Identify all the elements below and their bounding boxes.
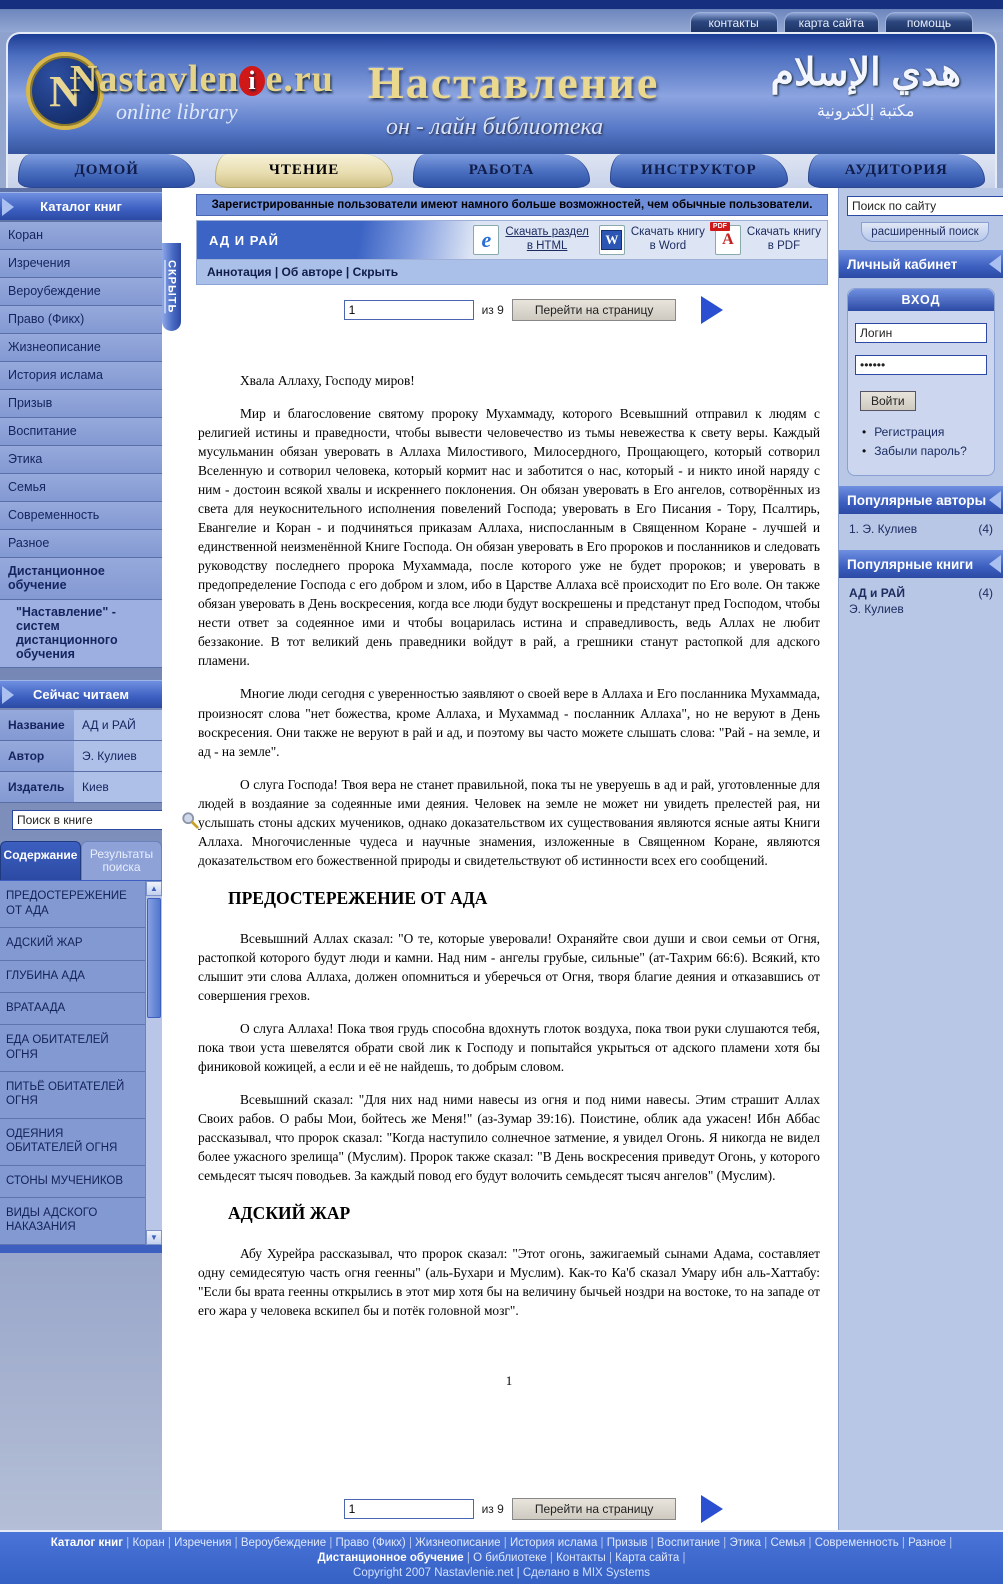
toc-item[interactable]: ВИДЫ АДСКОГО НАКАЗАНИЯ bbox=[0, 1198, 145, 1245]
footer bbox=[0, 1530, 1003, 1584]
popular-author-link[interactable]: 1. Э. Кулиев bbox=[849, 522, 918, 536]
password-input[interactable] bbox=[855, 355, 987, 375]
nav-tab-audience[interactable]: АУДИТОРИЯ bbox=[808, 154, 985, 188]
download-links bbox=[473, 225, 827, 255]
catalog-list bbox=[0, 222, 162, 558]
page-number-input[interactable] bbox=[344, 1499, 474, 1519]
toc-item[interactable]: ОДЕЯНИЯ ОБИТАТЕЛЕЙ ОГНЯ bbox=[0, 1119, 145, 1166]
site-search bbox=[839, 188, 1003, 222]
now-reading-row: Название АД и РАЙ bbox=[0, 710, 162, 741]
main-nav bbox=[6, 154, 997, 188]
footer-link[interactable]: Карта сайта | bbox=[615, 1552, 685, 1564]
nav-tab-instructor[interactable]: ИНСТРУКТОР bbox=[610, 154, 787, 188]
hide-strip bbox=[162, 188, 182, 1530]
intro-paragraphs bbox=[198, 371, 820, 870]
toc-item[interactable]: АДСКИЙ ЖАР bbox=[0, 928, 145, 960]
sidebar-item-category[interactable]: Изречения bbox=[0, 250, 162, 278]
pdf-icon: PDF A bbox=[715, 225, 741, 255]
logo-emblem-icon: N bbox=[26, 52, 104, 130]
corner-tabs bbox=[690, 12, 973, 32]
arrow-right-icon bbox=[2, 686, 14, 704]
footer-link[interactable]: Вероубеждение | bbox=[241, 1537, 336, 1549]
nav-tab-work[interactable]: РАБОТА bbox=[413, 154, 590, 188]
page-count-label: из 9 bbox=[481, 1502, 504, 1516]
meta-links bbox=[196, 260, 828, 285]
logo-name: Nastavlen i e.ru bbox=[70, 58, 334, 100]
pagination-top bbox=[182, 299, 838, 321]
now-reading-row: Издатель Киев bbox=[0, 772, 162, 803]
nav-tab-reading[interactable]: ЧТЕНИЕ bbox=[215, 154, 392, 188]
login-button[interactable]: Войти bbox=[860, 391, 916, 411]
scrollbar-track[interactable] bbox=[146, 896, 162, 1229]
scroll-down-icon[interactable]: ▼ bbox=[146, 1230, 162, 1245]
nav-tab-home[interactable]: ДОМОЙ bbox=[18, 154, 195, 188]
paragraph: Абу Хурейра рассказывал, что пророк сказал: "Этот огонь, зажигаемый сынами Адама, составляет одну семидесятую часть огня геенны" (аль-Бухари и Муслим). Как-то Ка'б сказал Умару ибн аль-Хаттабу: "Если бы врата геенны открылись в этот мир хотя бы на величину бычьей ноздри на востоке, то на западе от его жара у человека вскипел бы и потёк головной мозг". bbox=[198, 1245, 820, 1318]
meta-link[interactable]: Скрыть bbox=[352, 265, 399, 279]
site-search-input[interactable] bbox=[847, 196, 1003, 216]
tab-contents[interactable]: Содержание bbox=[0, 841, 81, 880]
toc-item[interactable]: СТОНЫ МУЧЕНИКОВ bbox=[0, 1166, 145, 1198]
toc-item[interactable]: ЕДА ОБИТАТЕЛЕЙ ОГНЯ bbox=[0, 1025, 145, 1072]
footer-link[interactable]: История ислама | bbox=[510, 1537, 607, 1549]
footer-link[interactable]: Современность | bbox=[815, 1537, 908, 1549]
site-title: Наставление bbox=[368, 57, 660, 108]
paragraph: Всевышний сказал: "Для них над ними навесы из огня и под ними навесы. Этим страшит Аллах Своих рабов. О рабы Мои, бойтесь же Меня!" (аз-Зумар 39:16). Поистине, облик ада ужасен! Ибн Аббас рассказывал, что пророк сказал: "Когда наступило солнечное затмение, я увидел Огонь. Я никогда не видел более ужасного зрелища" (Муслим). Пророк также сказал: "В День воскресения приведут Огонь, у которого семьдесят тысяч поводьев. За каждый повод его будут волочить семьдесят тысяч ангелов" (Муслим). bbox=[198, 1091, 820, 1183]
login-link[interactable]: • Забыли пароль? bbox=[862, 444, 994, 458]
sidebar-item-category[interactable]: Разное bbox=[0, 530, 162, 558]
printed-page-number: 1 bbox=[505, 1372, 513, 1388]
footer-link[interactable]: Этика | bbox=[729, 1537, 770, 1549]
sidebar-end-bar bbox=[0, 1245, 162, 1253]
cabinet-header: Личный кабинет bbox=[839, 250, 1003, 278]
arrow-left-icon bbox=[989, 491, 1001, 509]
popular-author-row bbox=[839, 514, 1003, 544]
toc-item[interactable]: ВРАТААДА bbox=[0, 993, 145, 1025]
toc-item[interactable]: ПРЕДОСТЕРЕЖЕНИЕ ОТ АДА bbox=[0, 881, 145, 928]
footer-link[interactable]: Разное | bbox=[908, 1537, 952, 1549]
arabic-calligraphy: هدي الإسلام مكتبة إلكترونية bbox=[770, 52, 961, 120]
go-to-page-button[interactable]: Перейти на страницу bbox=[512, 1498, 677, 1520]
left-sidebar bbox=[0, 188, 162, 1530]
word-icon: W bbox=[599, 225, 625, 255]
sidebar-item-category[interactable]: Воспитание bbox=[0, 418, 162, 446]
sidebar-item-category[interactable]: Жизнеописание bbox=[0, 334, 162, 362]
sidebar-item-distance-sub[interactable]: "Наставление" - систем дистанционного обучения bbox=[0, 600, 162, 668]
book-title-bar bbox=[196, 220, 828, 260]
hide-sidebar-button[interactable]: СКРЫТЬ bbox=[162, 243, 181, 331]
download-pdf-link[interactable]: PDF A Скачать книгу в PDF bbox=[715, 225, 821, 255]
scrollbar-thumb[interactable] bbox=[147, 898, 161, 1018]
popular-book-count: (4) bbox=[978, 586, 993, 600]
book-publisher-value: Киев bbox=[74, 772, 162, 802]
logo-tagline: online library bbox=[116, 99, 238, 124]
footer-link[interactable]: Жизнеописание | bbox=[415, 1537, 510, 1549]
download-word-link[interactable]: W Скачать книгу в Word bbox=[599, 225, 705, 255]
download-html-link[interactable]: e Скачать раздел в HTML bbox=[473, 225, 588, 255]
sidebar-item-category[interactable]: Этика bbox=[0, 446, 162, 474]
toc-scrollbar bbox=[145, 881, 162, 1244]
logo-i-dot-icon: i bbox=[239, 66, 265, 96]
book-search bbox=[0, 803, 162, 837]
now-reading-row: Автор Э. Кулиев bbox=[0, 741, 162, 772]
go-to-page-button[interactable]: Перейти на страницу bbox=[512, 299, 677, 321]
paragraph: О слуга Аллаха! Пока твоя грудь способна вдохнуть глоток воздуха, пока твои руки слушаются тебя, пока твои уста шевелятся обрати свой лик к Господу и попытайся укрыться от адского пламени хотя бы финиковой кожицей, а если и её не найдешь, то добрым словом. bbox=[198, 1020, 820, 1074]
login-box bbox=[847, 288, 995, 476]
footer-link[interactable]: Воспитание | bbox=[657, 1537, 730, 1549]
copyright: Copyright 2007 Nastavlenie.net | Сделано в MIX Systems bbox=[353, 1567, 650, 1579]
arrow-left-icon bbox=[989, 555, 1001, 573]
login-links bbox=[862, 425, 994, 458]
sidebar-item-distance-learning[interactable]: Дистанционное обучение bbox=[0, 558, 162, 600]
meta-link[interactable]: Аннотация | bbox=[207, 265, 282, 279]
footer-link[interactable]: Контакты | bbox=[556, 1552, 615, 1564]
footer-link[interactable]: Изречения | bbox=[174, 1537, 241, 1549]
search-icon[interactable] bbox=[181, 811, 199, 829]
right-sidebar bbox=[838, 188, 1003, 1530]
popular-author-count: (4) bbox=[978, 522, 993, 536]
login-input[interactable] bbox=[855, 323, 987, 343]
login-link[interactable]: • Регистрация bbox=[862, 425, 994, 439]
site-banner bbox=[6, 32, 997, 154]
book-title: АД И РАЙ bbox=[209, 232, 279, 248]
pagination-bottom bbox=[182, 1498, 838, 1520]
toc-item[interactable]: ПИТЬЁ ОБИТАТЕЛЕЙ ОГНЯ bbox=[0, 1072, 145, 1119]
arrow-left-icon bbox=[989, 255, 1001, 273]
paragraph: Мир и благословение святому пророку Мухаммаду, которого Всевышний отправил к людям с религией истины и праведности, чтобы вывести человечество из тьмы невежества к свету веры. Каждый мусульманин обязан уверовать в Аллаха Милостивого, Милосердного, Прощающего, который сотворил Вселенную и сотворил человека, который кормит нас и заботится о нас, который - и никто иной наряду с ним - достоин всякой хвалы и искреннего поклонения. Он обязан уверовать в Его ангелов, сотворённых из света для неукоснительного исполнения повелений Господа; уверовать в Его Писания - Тору, Псалтирь, Евангелие и Коран - и подчиняться приказам Аллаха, ниспосланным в Священном Коране - лучшей и единственной неизменённой Книге Господа. Он обязан уверовать в Его пророков и посланников и следовать руководству последнего пророка Мухаммада, после которого уже не будет пророков; и уверовать в предопределение Господа с его добром и злом, ибо в Царстве Аллаха всё происходит по Его воле. Он также обязан уверовать в День воскресения, когда все люди будут воскрешены и предстанут пред Господом, чтобы нести ответ за содеянное ими и чтобы воцарилась истина и справедливость, ведь Аллах не любит беззаконие. В тот великий день праведники войдут в рай, а грешники станут растопкой для адского пламени. bbox=[198, 406, 820, 669]
popular-book-row bbox=[839, 578, 1003, 624]
sidebar-item-category[interactable]: Семья bbox=[0, 474, 162, 502]
sidebar-item-category[interactable]: Призыв bbox=[0, 390, 162, 418]
sidebar-item-category[interactable]: Вероубеждение bbox=[0, 278, 162, 306]
footer-link[interactable]: Призыв | bbox=[607, 1537, 657, 1549]
main-content bbox=[182, 188, 838, 1530]
paragraph: Хвала Аллаху, Господу миров! bbox=[240, 373, 415, 388]
next-page-icon[interactable] bbox=[701, 1495, 723, 1523]
now-reading-header: Сейчас читаем bbox=[0, 680, 162, 708]
popular-authors-header: Популярные авторы bbox=[839, 486, 1003, 514]
page-number-input[interactable] bbox=[344, 300, 474, 320]
sidebar-item-category[interactable]: Право (Фикх) bbox=[0, 306, 162, 334]
arrow-right-icon bbox=[2, 198, 14, 216]
paragraph: Всевышний Аллах сказал: "О те, которые уверовали! Охраняйте свои души и свои семьи от Огня, растопкой которого будут люди и камни. Над ним - ангелы грубые, сильные" (ат-Тахрим 66:6). Всякий, кто слышит эти слова Аллаха, должен опомниться и уберечься от Огня, творя благие деяния и отказавшись от совершения грехов. bbox=[198, 930, 820, 1003]
next-page-icon[interactable] bbox=[701, 296, 723, 324]
advanced-search-link[interactable]: расширенный поиск bbox=[861, 222, 989, 242]
popular-book-link[interactable]: АД и РАЙ bbox=[849, 586, 905, 600]
toc-item[interactable]: ГЛУБИНА АДА bbox=[0, 961, 145, 993]
table-of-contents bbox=[0, 880, 162, 1244]
section-paragraphs bbox=[198, 929, 820, 1185]
site-logo[interactable] bbox=[26, 52, 334, 130]
notice-bar: Зарегистрированные пользователи имеют намного больше возможностей, чем обычные пользователи. bbox=[196, 194, 828, 216]
section-heading: АДСКИЙ ЖАР bbox=[228, 1202, 351, 1223]
sidebar-item-category[interactable]: История ислама bbox=[0, 362, 162, 390]
toc-list bbox=[0, 881, 145, 1244]
book-author-value: Э. Кулиев bbox=[74, 741, 162, 771]
footer-line-2: Дистанционное обучение | О библиотеке | Контакты | Карта сайта | bbox=[0, 1552, 1003, 1564]
paragraph: Многие люди сегодня с уверенностью заявляют о своей вере в Аллаха и Его посланника Мухаммада, произносят слова "нет божества, кроме Аллаха, и Мухаммад - посланник Аллаха", но не веруют в День воскресения. Они также не веруют в рай и ад, и поэтому вы часто можете слышать слова: "Рай - на земле, и ад - на земле". bbox=[198, 686, 820, 759]
tab-search-results[interactable]: Результаты поиска bbox=[81, 841, 162, 880]
sidebar-item-category[interactable]: Современность bbox=[0, 502, 162, 530]
footer-link-distance[interactable]: Дистанционное обучение bbox=[317, 1552, 464, 1564]
site-subtitle: он - лайн библиотека bbox=[386, 114, 604, 140]
popular-book-author: Э. Кулиев bbox=[849, 602, 904, 616]
section-heading: ПРЕДОСТЕРЕЖЕНИЕ ОТ АДА bbox=[228, 887, 488, 908]
footer-link[interactable]: Семья | bbox=[770, 1537, 814, 1549]
scroll-up-icon[interactable]: ▲ bbox=[146, 881, 162, 896]
footer-link[interactable]: О библиотеке | bbox=[473, 1552, 556, 1564]
popular-books-header: Популярные книги bbox=[839, 550, 1003, 578]
paragraph: О слуга Господа! Твоя вера не станет правильной, пока ты не уверуешь в ад и рай, уготовленные для людей в воздаяние за содеянные ими деяния. Человек на земле не может ни увидеть прелестей рая, ни услышать стоны адских мучеников, однако доказательством их существования являются ясные аяты Книги Аллаха. Многочисленные чудеса и научные знамения, изложенные в Священном Коране, являются доказательством его божественной природы и свидетельствуют об истинности всех его сообщений. bbox=[198, 776, 820, 868]
login-box-title: ВХОД bbox=[848, 289, 994, 311]
footer-line-1: Каталог книг | Коран | Изречения | Вероубеждение | Право (Фикх) | Жизнеописание | История ислама | Призыв | Воспитание | Этика | Семья | Современность | Разное | bbox=[0, 1537, 1003, 1549]
page-count-label: из 9 bbox=[481, 303, 504, 317]
article-text bbox=[182, 321, 838, 1390]
tab-help[interactable]: помощь bbox=[885, 12, 973, 32]
section-paragraphs bbox=[198, 1244, 820, 1320]
footer-link-catalog[interactable]: Каталог книг bbox=[50, 1537, 124, 1549]
sidebar-item-category[interactable]: Коран bbox=[0, 222, 162, 250]
tab-sitemap[interactable]: карта сайта bbox=[784, 12, 879, 32]
book-name-value: АД и РАЙ bbox=[74, 710, 162, 740]
top-strip bbox=[0, 0, 1003, 32]
ie-icon: e bbox=[473, 225, 499, 255]
footer-link[interactable]: Право (Фикх) | bbox=[336, 1537, 416, 1549]
catalog-header: Каталог книг bbox=[0, 192, 162, 220]
meta-link[interactable]: Об авторе | bbox=[282, 265, 353, 279]
footer-link[interactable]: Коран | bbox=[132, 1537, 174, 1549]
book-search-input[interactable] bbox=[12, 810, 177, 830]
tab-contacts[interactable]: контакты bbox=[690, 12, 778, 32]
sidebar-tabs bbox=[0, 841, 162, 880]
